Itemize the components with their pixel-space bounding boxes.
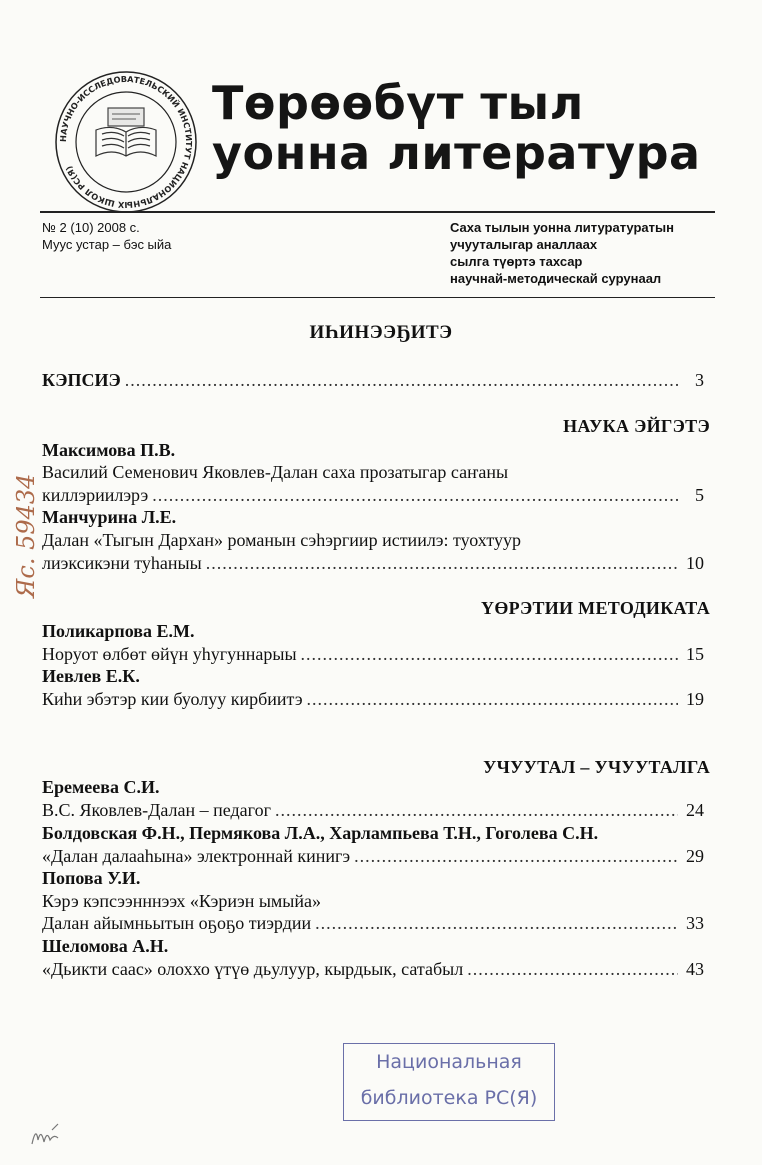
toc-entry[interactable] xyxy=(42,959,704,980)
issue-months: Муус устар – бэс ыйа xyxy=(42,237,172,252)
entry-title-line: Василий Семенович Яковлев-Далан саха прозатыгар саҥаны xyxy=(42,462,509,482)
toc-entry[interactable] xyxy=(42,485,704,506)
contents-title: ИҺИНЭЭҔИТЭ xyxy=(309,322,453,343)
section-heading: ҮӨРЭТИИ МЕТОДИКАТА xyxy=(481,598,710,618)
entry-title: Норуот өлбөт өйүн уһугуннарыы xyxy=(42,644,297,664)
entry-author: Иевлев Е.К. xyxy=(42,666,140,686)
dot-leader xyxy=(467,959,678,980)
stamp-line2: библиотека РС(Я) xyxy=(360,1087,538,1109)
entry-page: 15 xyxy=(686,644,704,664)
header-rule-bottom xyxy=(40,297,715,298)
entry-page: 5 xyxy=(695,485,704,505)
entry-author: Шеломова А.Н. xyxy=(42,936,169,956)
toc-entry[interactable] xyxy=(42,553,704,574)
entry-title: «Дьикти саас» олоххо үтүө дьулуур, кырдьык, сатабыл xyxy=(42,959,464,979)
description-line: научнай-методическай сурунаал xyxy=(450,271,662,286)
toc-entry[interactable] xyxy=(42,689,704,710)
masthead-line2: уонна литература xyxy=(212,126,701,180)
toc-entry-intro[interactable] xyxy=(42,370,704,391)
book-icon xyxy=(96,108,156,156)
entry-page: 24 xyxy=(686,800,704,820)
entry-page: 3 xyxy=(695,370,704,390)
dot-leader xyxy=(307,689,678,710)
dot-leader xyxy=(315,913,678,934)
library-stamp xyxy=(343,1043,555,1121)
entry-page: 33 xyxy=(686,913,704,933)
entry-author: Поликарпова Е.М. xyxy=(42,621,195,641)
dot-leader xyxy=(125,370,678,391)
entry-title: Киһи эбэтэр кии буолуу кирбиитэ xyxy=(42,689,303,709)
entry-author: Болдовская Ф.Н., Пермякова Л.А., Харлампьева Т.Н., Гоголева С.Н. xyxy=(42,823,599,843)
dot-leader xyxy=(275,800,678,821)
journal-masthead xyxy=(212,78,701,178)
entry-author: Попова У.И. xyxy=(42,868,141,888)
toc-entry[interactable] xyxy=(42,644,704,665)
dot-leader xyxy=(301,644,678,665)
entry-title: киллэриилэрэ xyxy=(42,485,149,505)
margin-note-text: Яс. 59434 xyxy=(12,473,40,598)
issue-info xyxy=(42,219,171,253)
entry-author: Еремеева С.И. xyxy=(42,777,160,797)
entry-title: КЭПСИЭ xyxy=(42,370,121,390)
description-line: Саха тылын уонна литуратуратын xyxy=(450,220,674,235)
header-rule-top xyxy=(40,211,715,213)
entry-author: Манчурина Л.Е. xyxy=(42,507,177,527)
handwritten-margin-note xyxy=(10,440,46,600)
description-line: учууталыгар аналлаах xyxy=(450,237,598,252)
entry-page: 29 xyxy=(686,846,704,866)
entry-page: 19 xyxy=(686,689,704,709)
entry-page: 43 xyxy=(686,959,704,979)
toc-entry[interactable] xyxy=(42,913,704,934)
entry-title: В.С. Яковлев-Далан – педагог xyxy=(42,800,271,820)
journal-description xyxy=(450,219,674,287)
entry-title: «Далан далааһына» электроннай кинигэ xyxy=(42,846,351,866)
institute-logo xyxy=(52,68,200,216)
dot-leader xyxy=(354,846,678,867)
section-heading: УЧУУТАЛ – УЧУУТАЛГА xyxy=(483,757,710,777)
logo-ring-text: НАУЧНО-ИССЛЕДОВАТЕЛЬСКИЙ ИНСТИТУТ НАЦИОНАЛЬНЫХ ШКОЛ РС(Я) xyxy=(57,73,195,211)
toc-entry[interactable] xyxy=(42,846,704,867)
description-line: сылга түөртэ тахсар xyxy=(450,254,583,269)
entry-title: Далан айымньытын оҕоҕо тиэрдии xyxy=(42,913,312,933)
section-heading: НАУКА ЭЙГЭТЭ xyxy=(563,416,710,436)
entry-title-line: Далан «Тыгын Дархан» романын сэһэргиир истиилэ: туохтуур xyxy=(42,530,521,550)
toc-entry[interactable] xyxy=(42,800,704,821)
entry-title-line: Кэрэ кэпсээнннээх «Кэриэн ымыйа» xyxy=(42,891,322,911)
issue-number: № 2 (10) 2008 с. xyxy=(42,220,140,235)
entry-author: Максимова П.В. xyxy=(42,440,176,460)
dot-leader xyxy=(152,485,678,506)
handwritten-initials xyxy=(28,1120,68,1150)
masthead-line1: Төрөөбүт тыл xyxy=(212,76,584,130)
stamp-line1: Национальная xyxy=(376,1051,522,1073)
dot-leader xyxy=(206,553,678,574)
entry-page: 10 xyxy=(686,553,704,573)
entry-title: лиэксикэни туһаныы xyxy=(42,553,202,573)
